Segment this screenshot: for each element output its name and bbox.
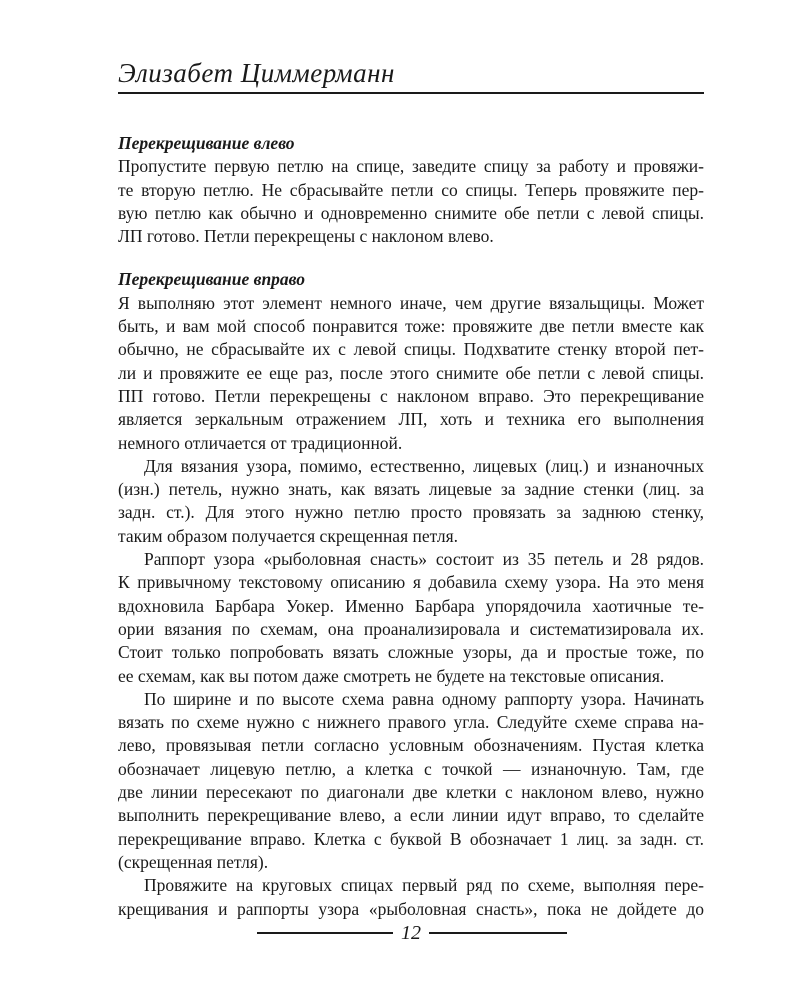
header-rule [118,92,704,94]
paragraph [118,874,704,921]
text-line: перекрещивание вправо. Клетка с буквой В обозначает 1 лиц. за задн. ст. [118,828,704,849]
text-line: выполнить перекрещивание влево, а если линии идут вправо, то сделайте [118,805,704,826]
text-line: две линии пересекают по диагонали две клетки с наклоном влево, нужно [118,782,704,803]
text-line: Пропустите первую петлю на спице, заведите спицу за работу и провяжи- [118,156,704,177]
text-line: таким образом получается скрещенная петля. [118,525,459,546]
text-line: те вторую петлю. Не сбрасывайте петли со спицы. Теперь провяжите пер- [118,179,704,200]
page-footer [0,921,800,945]
text-line: (скрещенная петля). [118,851,269,872]
text-line: является зеркальным отражением ЛП, хоть и техника его выполнения [118,409,704,430]
footer-rule-right [429,932,567,934]
paragraph [118,455,704,548]
text-line: (изн.) петель, нужно знать, как вязать лицевые за задние стенки (лиц. за [118,479,704,500]
text-line: ПП готово. Петли перекрещены с наклоном вправо. Это перекрещивание [118,385,704,406]
section-heading-cross-right: Перекрещивание вправо [118,269,306,290]
text-line: ее схемам, как вы потом даже смотреть не будете на текстовые описания. [118,665,665,686]
text-line: задн. ст.). Для этого нужно петлю просто провязать за заднюю стенку, [118,502,704,523]
text-line: вдохновила Барбара Уокер. Именно Барбара упорядочила хаотичные те- [118,595,704,616]
text-line: По ширине и по высоте схема равна одному раппорту узора. Начинать [144,688,704,709]
text-line: лево, провязывая петли согласно условным обозначениям. Пустая клетка [118,735,704,756]
section-gap [118,248,704,268]
section-heading-cross-left: Перекрещивание влево [118,133,295,153]
text-line: Провяжите на круговых спицах первый ряд по схеме, выполняя пере- [144,875,704,896]
paragraph [118,688,704,874]
paragraph [118,548,704,688]
text-line: вязать по схеме нужно с нижнего правого угла. Следуйте схеме справа на- [118,712,704,733]
text-line: ории вязания по схемам, она проанализировала и систематизировала их. [118,618,704,639]
body-text [118,132,704,921]
text-line: обозначает лицевую петлю, а клетка с точкой — изнаночную. Там, где [118,758,704,779]
text-line: Раппорт узора «рыболовная снасть» состоит из 35 петель и 28 рядов. [144,549,704,570]
text-line: крещивания и раппорты узора «рыболовная снасть», пока не дойдете до [118,898,704,919]
text-line: быть, и вам мой способ понравится тоже: провяжите две петли вместе как [118,316,704,337]
text-line: Стоит только попробовать вязать сложные узоры, да и простые тоже, по [118,642,704,663]
text-line: К привычному текстовому описанию я добавила схему узора. На это меня [118,572,704,593]
text-line: Для вязания узора, помимо, естественно, лицевых (лиц.) и изнаночных [144,455,704,476]
running-head-author: Элизабет Циммерманн [118,58,395,88]
text-line: Я выполняю этот элемент немного иначе, чем другие вязальщицы. Может [118,292,704,313]
text-line: немного отличается от традиционной. [118,432,403,453]
text-line: ли и провяжите ее еще раз, после этого снимите обе петли с левой спицы. [118,362,704,383]
footer-rule-left [257,932,393,934]
paragraph [118,292,704,455]
text-line: вую петлю как обычно и одновременно снимите обе петли с левой спицы. [118,202,704,223]
text-line: ЛП готово. Петли перекрещены с наклоном влево. [118,226,494,247]
page-number: 12 [401,922,421,944]
text-line: обычно, не сбрасывайте их с левой спицы. Подхватите стенку второй пет- [118,339,704,360]
